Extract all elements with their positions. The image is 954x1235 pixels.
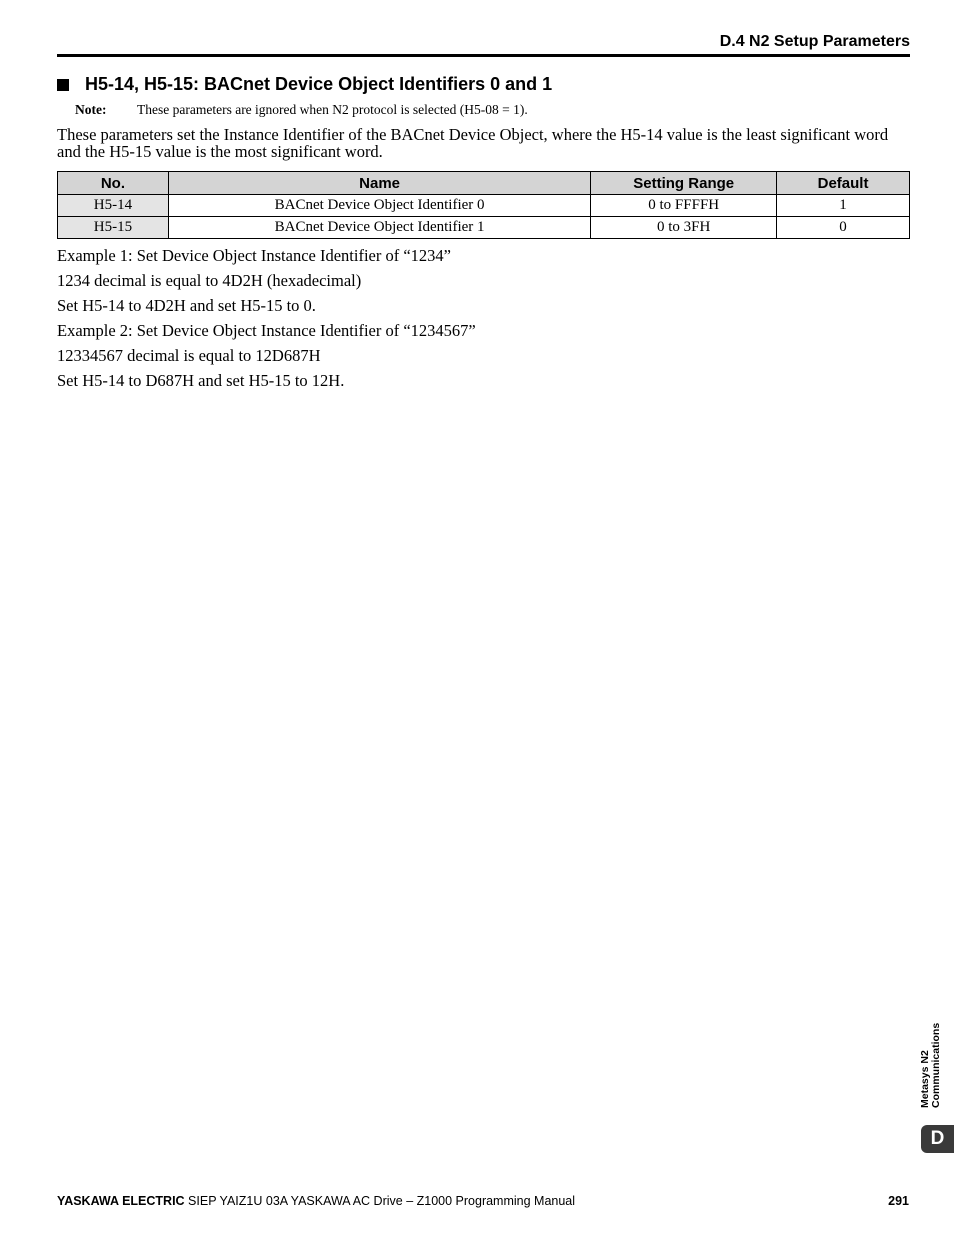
column-header-setting-range: Setting Range [591, 172, 777, 195]
chapter-side-label-line1: Metasys N2 [919, 1050, 931, 1108]
table-row [58, 195, 910, 217]
cell-default: 1 [777, 195, 910, 217]
note-label: Note: [75, 102, 107, 117]
footer-doc-title: SIEP YAIZ1U 03A YASKAWA AC Drive – Z1000 Programming Manual [184, 1194, 576, 1208]
column-header-default: Default [777, 172, 910, 195]
cell-setting-range: 0 to 3FH [591, 217, 777, 239]
running-header-title: D.4 N2 Setup Parameters [719, 33, 910, 50]
cell-default: 0 [777, 217, 910, 239]
bullet-square-icon [57, 79, 69, 91]
example-line: Example 1: Set Device Object Instance Identifier of “1234” [57, 246, 452, 265]
chapter-tab: D [921, 1125, 954, 1153]
cell-setting-range: 0 to FFFFH [591, 195, 777, 217]
example-line: 1234 decimal is equal to 4D2H (hexadecimal) [57, 271, 362, 290]
footer-document-info [57, 1194, 575, 1208]
footer-brand: YASKAWA ELECTRIC [57, 1194, 185, 1208]
header-rule [57, 54, 910, 57]
chapter-side-label-line2: Communications [930, 1022, 942, 1108]
section-heading [57, 74, 552, 95]
example-line: Set H5-14 to 4D2H and set H5-15 to 0. [57, 296, 316, 315]
section-heading-text: H5-14, H5-15: BACnet Device Object Identifiers 0 and 1 [85, 74, 553, 94]
cell-name: BACnet Device Object Identifier 1 [168, 217, 590, 239]
cell-name: BACnet Device Object Identifier 0 [168, 195, 590, 217]
column-header-name: Name [168, 172, 590, 195]
examples-block [57, 245, 476, 395]
cell-no: H5-14 [58, 195, 169, 217]
example-line: Example 2: Set Device Object Instance Identifier of “1234567” [57, 321, 476, 340]
intro-paragraph: These parameters set the Instance Identifier of the BACnet Device Object, where the H5-14 value is the least significant word and the H5-15 value is the most significant word. [57, 125, 889, 161]
table-row [58, 217, 910, 239]
note [75, 102, 528, 118]
example-line: 12334567 decimal is equal to 12D687H [57, 346, 321, 365]
example-line: Set H5-14 to D687H and set H5-15 to 12H. [57, 371, 345, 390]
cell-no: H5-15 [58, 217, 169, 239]
page-number: 291 [888, 1194, 909, 1208]
note-text: These parameters are ignored when N2 protocol is selected (H5-08 = 1). [137, 102, 528, 117]
chapter-side-label [920, 1023, 942, 1108]
parameter-table [57, 171, 910, 239]
column-header-no: No. [58, 172, 169, 195]
table-header-row [58, 172, 910, 195]
